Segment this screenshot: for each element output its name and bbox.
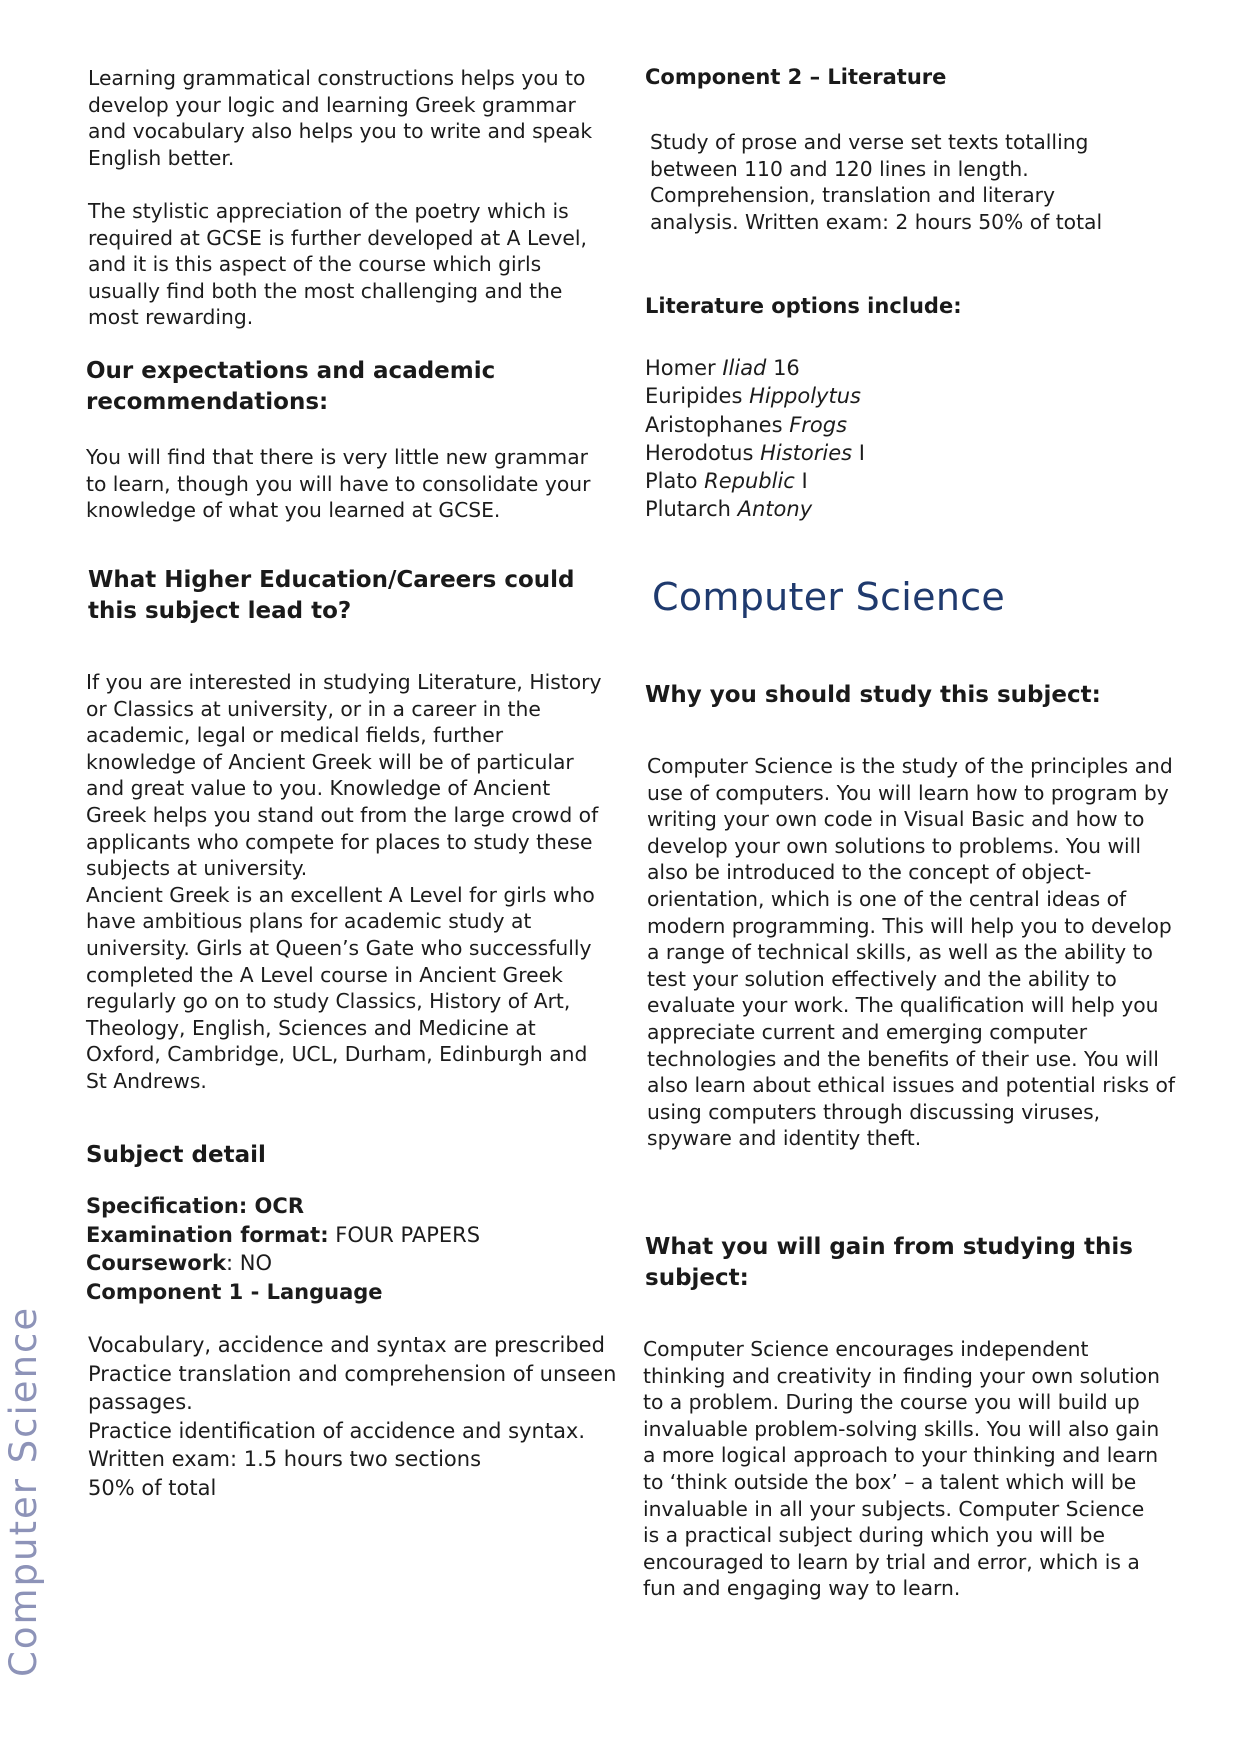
expectations-text: You will find that there is very little new grammar to learn, though you will have to consolidate your knowledge of what you learned at GCSE. [86,445,591,523]
literature-option: Euripides Hippolytus [645,384,861,409]
exam-format-value: FOUR PAPERS [328,1222,481,1247]
careers-paragraph-1: If you are interested in studying Literature, History or Classics at university, or in a career in the academic, legal or medical fields, further knowledge of Ancient Greek will be of particular and great value to you. Knowledge of Ancient Greek helps you stand out from the large crowd of applicants who compete for places to study these subjects at university. [86,670,602,881]
component1-line: Vocabulary, accidence and syntax are prescribed [88,1333,605,1357]
component1-line: 50% of total [88,1475,217,1500]
careers-paragraph-2: Ancient Greek is an excellent A Level for girls who have ambitious plans for academic study at university. Girls at Queen’s Gate who successfully completed the A Level course in Ancient Greek regularly go on to study Classics, History of Art, Theology, English, Sciences and Medicine at Oxford, Cambridge, UCL, Durham, Edinburgh and St Andrews. [86,882,595,1093]
component2-heading: Component 2 – Literature [645,65,947,89]
component1-line: Practice translation and comprehension of unseen passages. [88,1361,617,1414]
coursework-label: Coursework [86,1251,227,1275]
exam-format-label: Examination format: [86,1222,329,1247]
literature-options-heading: Literature options include: [645,294,962,318]
why-study-heading: Why you should study this subject: [645,682,1101,708]
literature-option: Plato Republic I [645,469,808,494]
literature-option: Herodotus Histories I [645,440,865,465]
expectations-heading: Our expectations and academic recommendations: [86,358,496,415]
component1-line: Written exam: 1.5 hours two sections [88,1447,482,1471]
what-you-gain-text: Computer Science encourages independent thinking and creativity in finding your own solution to a problem. During the course you will build up invaluable problem-solving skills. You will also gain a more logical approach to your thinking and learn to ‘think outside the box’ – a talent which will be invaluable in all your subjects. Computer Science is a practical subject during which you will be encouraged to learn by trial and error, which is a fun and engaging way to learn. [643,1337,1160,1601]
component2-text: Study of prose and verse set texts totalling between 110 and 120 lines in length. Comprehension, translation and literary analysis. Written exam: 2 hours 50% of total [650,130,1103,234]
literature-option: Plutarch Antony [645,497,813,522]
literature-options-list [645,354,865,524]
what-you-gain-heading: What you will gain from studying this subject: [645,1234,1133,1291]
component1-label: Component 1 - Language [86,1279,383,1304]
side-section-title: Computer Science [2,1305,45,1677]
why-study-text: Computer Science is the study of the principles and use of computers. You will learn how to program by writing your own code in Visual Basic and how to develop your own solutions to problems. You will also be introduced to the concept of object-orientation, which is one of the central ideas of modern programming. This will help you to develop a range of technical skills, as well as the ability to test your solution effectively and the ability to evaluate your work. The qualification will help you appreciate current and emerging computer technologies and the benefits of their use. You will also learn about ethical issues and potential risks of using computers through discussing viruses, spyware and identity theft. [647,754,1176,1151]
component1-details [88,1331,618,1502]
coursework-value: : NO [226,1251,273,1275]
component1-line: Practice identification of accidence and syntax. [88,1418,586,1443]
specification-label: Specification: OCR [86,1194,304,1218]
literature-option: Homer Iliad 16 [645,356,800,380]
intro-paragraph-2: The stylistic appreciation of the poetry which is required at GCSE is further developed at A Level, and it is this aspect of the course which girls usually find both the most challenging and the most rewarding. [88,199,587,330]
subject-detail-heading: Subject detail [86,1142,266,1168]
computer-science-title: Computer Science [652,575,1006,619]
literature-option: Aristophanes Frogs [645,412,848,437]
careers-text [86,669,608,1095]
subject-detail-list [86,1192,606,1306]
careers-heading: What Higher Education/Careers could this subject lead to? [88,567,575,624]
intro-paragraph-1: Learning grammatical constructions helps you to develop your logic and learning Greek grammar and vocabulary also helps you to write and speak English better. [88,66,593,170]
